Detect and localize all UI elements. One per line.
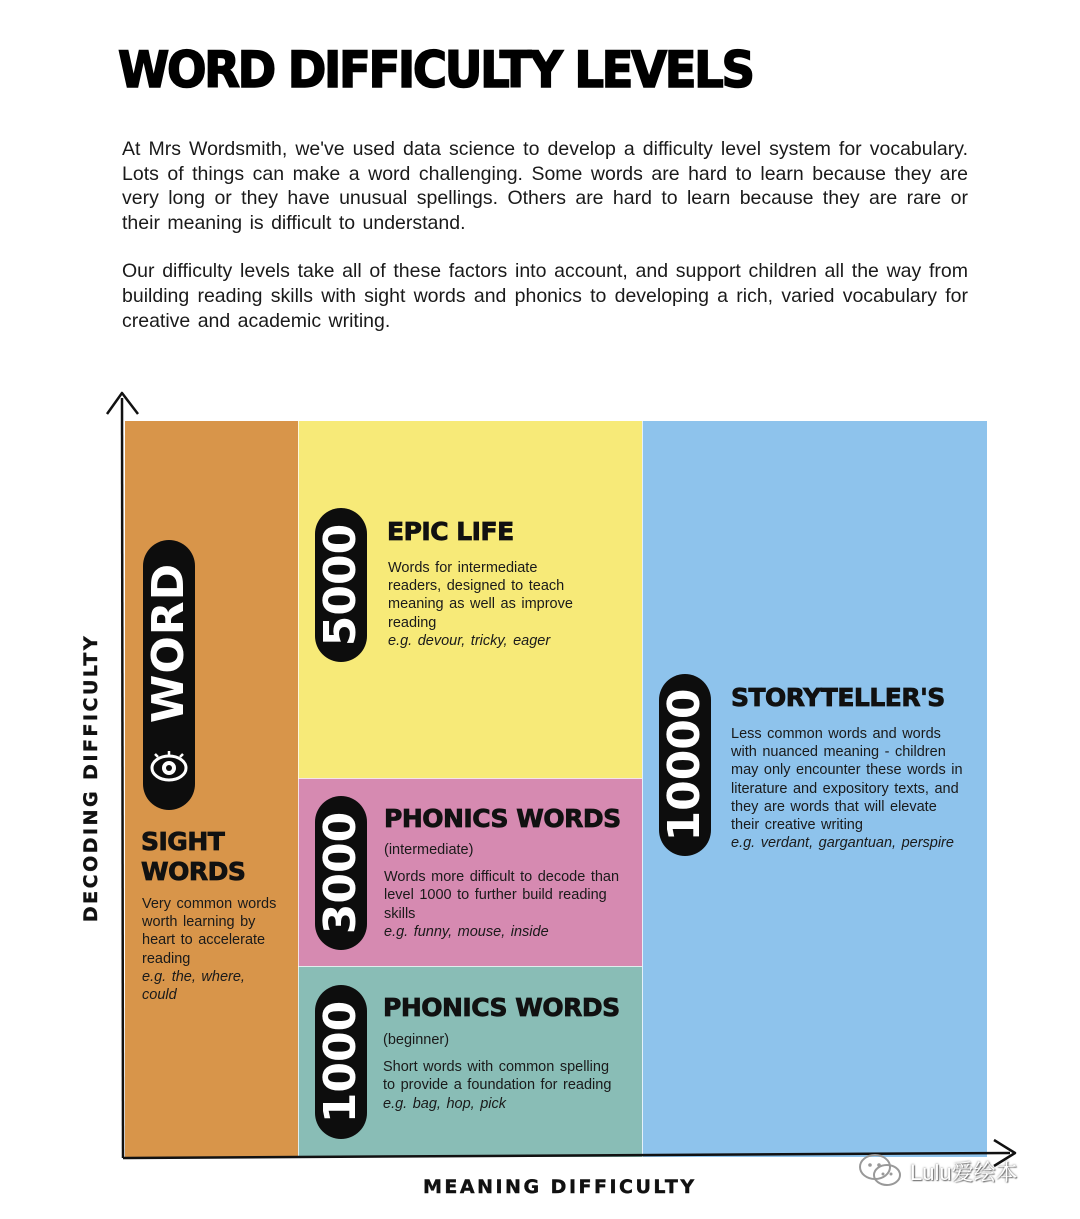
sight-words-badge	[143, 540, 195, 810]
storyteller-heading: STORYTELLER'S	[731, 683, 945, 712]
watermark	[858, 1153, 1018, 1189]
phonics-beginner-badge	[315, 985, 367, 1139]
page-title: WORD DIFFICULTY LEVELS	[118, 41, 753, 99]
phonics-beginner-description-block	[383, 1031, 623, 1113]
sight-words-title: SIGHT WORDS	[141, 827, 246, 886]
phonics-beginner-heading: PHONICS WORDS	[383, 993, 620, 1022]
phonics-intermediate-badge-text: 3000	[315, 811, 366, 935]
epic-life-description: Words for intermediate readers, designed to teach meaning as well as improve reading	[388, 560, 573, 631]
intro-paragraph-1: At Mrs Wordsmith, we've used data science to develop a difficulty level system for vocabulary. Lots of things can make a word challenging. Some words are hard to learn because they are very long or they have unusual spellings. Others are hard to learn because they are rare or their meaning is difficult to understand.	[122, 138, 968, 234]
sight-words-description: Very common words worth learning by heart to accelerate reading	[142, 896, 277, 967]
wechat-icon	[858, 1153, 902, 1189]
epic-life-badge-text: 5000	[315, 523, 366, 647]
y-axis-line	[122, 398, 123, 1158]
sight-words-badge-text: WORD	[143, 562, 194, 723]
phonics-intermediate-description-block	[384, 841, 624, 941]
phonics-beginner-examples: e.g. bag, hop, pick	[383, 1095, 506, 1112]
phonics-intermediate-badge	[315, 796, 367, 950]
storyteller-description-block	[731, 725, 966, 852]
phonics-intermediate-description: Words more difficult to decode than level 1000 to further build reading skills	[384, 869, 620, 922]
phonics-beginner-description: Short words with common spelling to provide a foundation for reading	[383, 1059, 612, 1094]
watermark-text: Lulu爱绘本	[910, 1159, 1018, 1185]
phonics-beginner-subtitle: (beginner)	[383, 1032, 450, 1048]
storyteller-badge-text: 10000	[659, 688, 710, 842]
epic-life-heading: EPIC LIFE	[387, 517, 514, 546]
epic-life-badge	[315, 508, 367, 662]
eye-icon	[149, 748, 189, 788]
sight-words-examples: e.g. the, where, could	[142, 968, 245, 1004]
epic-life-description-block	[388, 559, 588, 650]
phonics-intermediate-subtitle: (intermediate)	[384, 842, 474, 858]
intro-paragraph-2: Our difficulty levels take all of these factors into account, and support children all the way from building reading skills with sight words and phonics to developing a rich, varied vocabulary for creative and academic writing.	[122, 260, 968, 332]
phonics-intermediate-heading: PHONICS WORDS	[384, 804, 621, 833]
epic-life-examples: e.g. devour, tricky, eager	[388, 632, 551, 649]
storyteller-badge	[659, 674, 711, 856]
sight-words-heading	[141, 827, 251, 887]
storyteller-examples: e.g. verdant, gargantuan, perspire	[731, 835, 954, 852]
phonics-intermediate-examples: e.g. funny, mouse, inside	[384, 923, 549, 940]
phonics-beginner-badge-text: 1000	[315, 1000, 366, 1124]
x-axis-label: MEANING DIFFICULTY	[423, 1176, 697, 1198]
y-axis-label: DECODING DIFFICULTY	[80, 633, 102, 923]
storyteller-description: Less common words and words with nuanced meaning - children may only encounter these words in literature and expository texts, and they are words that will elevate their creative writing	[731, 726, 963, 834]
sight-words-description-block	[142, 895, 282, 1004]
